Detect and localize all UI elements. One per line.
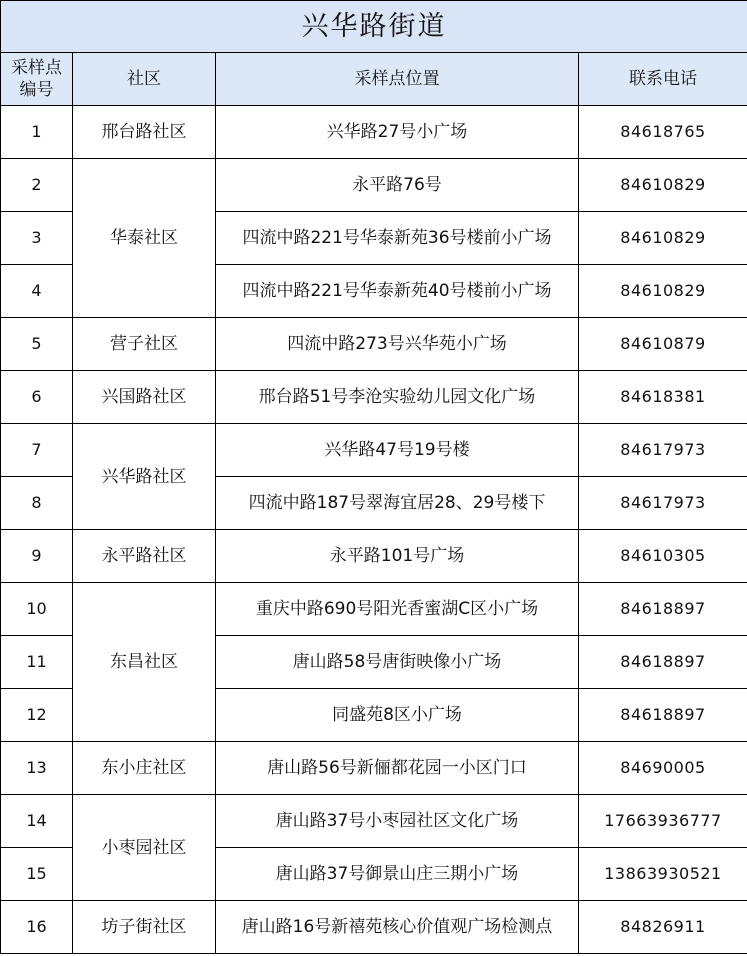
cell-no: 8: [1, 477, 73, 530]
table-row: [1, 318, 747, 371]
cell-no: 11: [1, 636, 73, 689]
cell-phone: 84826911: [579, 901, 747, 954]
cell-community: 华泰社区: [73, 159, 216, 318]
cell-location: 唐山路58号唐街映像小广场: [216, 636, 579, 689]
cell-phone: 84610879: [579, 318, 747, 371]
table-row: [1, 583, 747, 636]
cell-location: 唐山路37号小枣园社区文化广场: [216, 795, 579, 848]
cell-phone: 84618897: [579, 636, 747, 689]
cell-location: 四流中路273号兴华苑小广场: [216, 318, 579, 371]
cell-community: 邢台路社区: [73, 106, 216, 159]
cell-community: 营子社区: [73, 318, 216, 371]
cell-phone: 84618765: [579, 106, 747, 159]
table-row: [1, 159, 747, 212]
cell-no: 7: [1, 424, 73, 477]
cell-location: 重庆中路690号阳光香蜜湖C区小广场: [216, 583, 579, 636]
cell-phone: 84617973: [579, 477, 747, 530]
cell-location: 永平路76号: [216, 159, 579, 212]
table-row: [1, 371, 747, 424]
cell-location: 唐山路37号御景山庄三期小广场: [216, 848, 579, 901]
cell-location: 四流中路187号翠海宜居28、29号楼下: [216, 477, 579, 530]
cell-no: 2: [1, 159, 73, 212]
header-community: 社区: [73, 53, 216, 106]
cell-community: 东昌社区: [73, 583, 216, 742]
cell-location: 唐山路56号新俪都花园一小区门口: [216, 742, 579, 795]
header-location: 采样点位置: [216, 53, 579, 106]
table-row: [1, 901, 747, 954]
cell-phone: 17663936777: [579, 795, 747, 848]
cell-phone: 84610829: [579, 159, 747, 212]
cell-location: 永平路101号广场: [216, 530, 579, 583]
cell-no: 15: [1, 848, 73, 901]
cell-phone: 13863930521: [579, 848, 747, 901]
cell-phone: 84618897: [579, 689, 747, 742]
cell-phone: 84610829: [579, 265, 747, 318]
table-row: [1, 106, 747, 159]
cell-phone: 84618381: [579, 371, 747, 424]
cell-location: 兴华路27号小广场: [216, 106, 579, 159]
cell-community: 坊子街社区: [73, 901, 216, 954]
cell-no: 12: [1, 689, 73, 742]
cell-phone: 84618897: [579, 583, 747, 636]
cell-phone: 84610305: [579, 530, 747, 583]
cell-no: 10: [1, 583, 73, 636]
cell-location: 四流中路221号华泰新苑40号楼前小广场: [216, 265, 579, 318]
cell-no: 6: [1, 371, 73, 424]
cell-location: 兴华路47号19号楼: [216, 424, 579, 477]
cell-phone: 84690005: [579, 742, 747, 795]
table-row: [1, 795, 747, 848]
table-row: [1, 742, 747, 795]
cell-no: 3: [1, 212, 73, 265]
cell-no: 4: [1, 265, 73, 318]
cell-location: 唐山路16号新禧苑核心价值观广场检测点: [216, 901, 579, 954]
cell-community: 兴华路社区: [73, 424, 216, 530]
cell-no: 16: [1, 901, 73, 954]
cell-no: 13: [1, 742, 73, 795]
cell-community: 兴国路社区: [73, 371, 216, 424]
cell-no: 14: [1, 795, 73, 848]
cell-no: 9: [1, 530, 73, 583]
cell-phone: 84617973: [579, 424, 747, 477]
cell-community: 永平路社区: [73, 530, 216, 583]
cell-location: 四流中路221号华泰新苑36号楼前小广场: [216, 212, 579, 265]
cell-location: 同盛苑8区小广场: [216, 689, 579, 742]
header-no: 采样点编号: [1, 53, 73, 106]
cell-no: 5: [1, 318, 73, 371]
table-row: [1, 530, 747, 583]
table-title: 兴华路街道: [1, 1, 747, 53]
header-row: [1, 53, 747, 106]
cell-community: 东小庄社区: [73, 742, 216, 795]
cell-location: 邢台路51号李沧实验幼儿园文化广场: [216, 371, 579, 424]
cell-no: 1: [1, 106, 73, 159]
header-phone: 联系电话: [579, 53, 747, 106]
cell-community: 小枣园社区: [73, 795, 216, 901]
cell-phone: 84610829: [579, 212, 747, 265]
table-row: [1, 424, 747, 477]
